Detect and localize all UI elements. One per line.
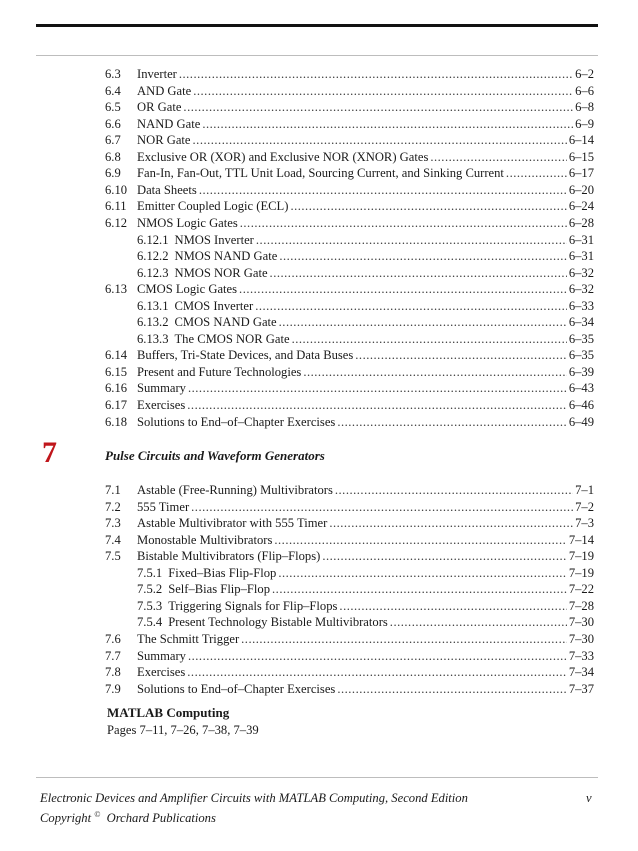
toc-entry-number: 7.3 bbox=[105, 516, 121, 531]
toc-entry-page: 6–35 bbox=[568, 331, 594, 346]
toc-entry-page: 7–1 bbox=[575, 483, 594, 497]
toc-entry-page: 6–9 bbox=[575, 116, 594, 131]
toc-entry-number: 7.2 bbox=[105, 499, 121, 514]
toc-entry-number: 6.4 bbox=[105, 83, 121, 98]
toc-entry-title: OR Gate bbox=[137, 100, 182, 115]
toc-dot-leader bbox=[187, 397, 567, 413]
toc-dot-leader bbox=[240, 215, 567, 231]
toc-entry-number: 6.13.1 bbox=[137, 298, 169, 313]
toc-entry[interactable] bbox=[105, 397, 594, 413]
footer-copyright bbox=[40, 810, 216, 826]
toc-entry[interactable] bbox=[137, 298, 594, 314]
toc-entry-title: AND Gate bbox=[137, 83, 192, 98]
toc-entry-number: 7.5.4 bbox=[137, 615, 163, 630]
toc-entry-page: 7–14 bbox=[568, 532, 594, 547]
toc-entry-number: 6.11 bbox=[105, 199, 127, 214]
toc-entry-title: NOR Gate bbox=[137, 133, 191, 148]
toc-dot-leader bbox=[179, 66, 573, 82]
toc-entry-page: 6–35 bbox=[568, 348, 594, 363]
toc-dot-leader bbox=[202, 116, 573, 132]
toc-dot-leader bbox=[335, 482, 573, 498]
toc-entry[interactable] bbox=[137, 314, 594, 330]
toc-dot-leader bbox=[506, 165, 567, 181]
toc-entry-page: 7–22 bbox=[568, 582, 594, 597]
toc-entry[interactable] bbox=[105, 66, 594, 82]
toc-entry-title: Bistable Multivibrators (Flip–Flops) bbox=[137, 549, 321, 564]
toc-entry[interactable] bbox=[105, 132, 594, 148]
copyright-label: Copyright bbox=[40, 811, 92, 825]
toc-entry-number: 6.17 bbox=[105, 398, 128, 412]
toc-entry-number: 6.5 bbox=[105, 100, 121, 115]
toc-entry-number: 7.5.3 bbox=[137, 598, 163, 613]
header-rule-thick bbox=[36, 24, 598, 27]
toc-entry[interactable] bbox=[105, 532, 594, 548]
toc-entry[interactable] bbox=[105, 364, 594, 380]
toc-dot-leader bbox=[188, 380, 567, 396]
toc-entry-number: 6.7 bbox=[105, 133, 121, 148]
toc-dot-leader bbox=[272, 581, 567, 597]
toc-entry[interactable] bbox=[137, 248, 594, 264]
toc-entry[interactable] bbox=[137, 265, 594, 281]
toc-entry-number: 6.12.1 bbox=[137, 232, 169, 247]
toc-entry-number: 6.8 bbox=[105, 149, 121, 164]
toc-entry-title: Inverter bbox=[137, 67, 177, 81]
footer-book-title: Electronic Devices and Amplifier Circuits with MATLAB Computing, Second Edition bbox=[40, 791, 468, 805]
toc-entry[interactable] bbox=[105, 99, 594, 115]
toc-dot-leader bbox=[255, 298, 567, 314]
toc-entry-number: 6.16 bbox=[105, 381, 128, 396]
toc-entry-page: 6–39 bbox=[568, 364, 594, 379]
toc-entry-page: 6–24 bbox=[568, 199, 594, 214]
toc-entry-title: Fan-In, Fan-Out, TTL Unit Load, Sourcing Current, and Sinking Current bbox=[137, 166, 504, 181]
matlab-heading: MATLAB Computing bbox=[107, 705, 230, 720]
toc-entry-title: Solutions to End–of–Chapter Exercises bbox=[137, 681, 336, 696]
toc-entry[interactable] bbox=[105, 482, 594, 498]
header-rule-thin bbox=[36, 55, 598, 56]
toc-entry[interactable] bbox=[105, 681, 594, 697]
toc-entry-page: 6–8 bbox=[575, 100, 594, 115]
toc-entry-number: 7.1 bbox=[105, 483, 121, 497]
chapter-title: Pulse Circuits and Waveform Generators bbox=[105, 448, 325, 463]
toc-entry-page: 7–19 bbox=[568, 549, 594, 564]
toc-entry-title: Present Technology Bistable Multivibrators bbox=[168, 615, 388, 630]
toc-entry-title: CMOS Logic Gates bbox=[137, 282, 238, 297]
toc-dot-leader bbox=[193, 132, 567, 148]
toc-entry[interactable] bbox=[105, 215, 594, 231]
publisher-name: Orchard Publications bbox=[106, 811, 216, 825]
toc-entry-title: Solutions to End–of–Chapter Exercises bbox=[137, 414, 336, 429]
toc-entry-page: 6–2 bbox=[575, 67, 594, 81]
toc-entry[interactable] bbox=[105, 380, 594, 396]
toc-entry-page: 6–15 bbox=[568, 149, 594, 164]
toc-dot-leader bbox=[292, 331, 567, 347]
toc-dot-leader bbox=[241, 631, 567, 647]
toc-dot-leader bbox=[290, 198, 566, 214]
toc-entry-title: Data Sheets bbox=[137, 182, 197, 197]
toc-entry[interactable] bbox=[137, 581, 594, 597]
toc-entry-number: 6.3 bbox=[105, 67, 121, 81]
toc-entry-page: 7–30 bbox=[568, 615, 594, 630]
toc-entry-title: The Schmitt Trigger bbox=[137, 631, 240, 646]
toc-entry-page: 7–19 bbox=[568, 565, 594, 580]
toc-entry-page: 7–28 bbox=[568, 598, 594, 613]
toc-entry-number: 7.9 bbox=[105, 681, 121, 696]
toc-dot-leader bbox=[339, 598, 566, 614]
toc-entry[interactable] bbox=[105, 515, 594, 531]
toc-entry-page: 6–32 bbox=[568, 282, 594, 297]
toc-entry-number: 6.9 bbox=[105, 166, 121, 181]
toc-entry[interactable] bbox=[105, 548, 594, 564]
toc-entry-page: 6–33 bbox=[568, 298, 594, 313]
chapter-number: 7 bbox=[42, 436, 57, 469]
toc-dot-leader bbox=[183, 99, 573, 115]
toc-entry-title: CMOS Inverter bbox=[174, 298, 254, 313]
toc-entry-number: 7.8 bbox=[105, 665, 121, 680]
toc-entry[interactable] bbox=[105, 664, 594, 680]
toc-dot-leader bbox=[199, 182, 567, 198]
toc-entry-title: Exercises bbox=[137, 665, 186, 680]
toc-entry-page: 6–49 bbox=[568, 414, 594, 429]
toc-entry-title: 555 Timer bbox=[137, 499, 190, 514]
toc-entry-number: 6.13.3 bbox=[137, 331, 169, 346]
footer-page-number: v bbox=[586, 791, 592, 805]
toc-entry-title: Astable Multivibrator with 555 Timer bbox=[137, 516, 328, 531]
toc-entry-title: Summary bbox=[137, 648, 186, 663]
toc-entry-number: 6.12.3 bbox=[137, 265, 169, 280]
toc-dot-leader bbox=[279, 248, 566, 264]
toc-entry-number: 6.12 bbox=[105, 215, 128, 230]
toc-dot-leader bbox=[337, 681, 566, 697]
toc-entry-title: Emitter Coupled Logic (ECL) bbox=[137, 199, 289, 214]
toc-entry[interactable] bbox=[105, 499, 594, 515]
toc-entry-number: 6.18 bbox=[105, 414, 128, 429]
toc-entry-page: 6–32 bbox=[568, 265, 594, 280]
toc-entry-number: 7.5 bbox=[105, 549, 121, 564]
toc-entry-number: 7.5.1 bbox=[137, 565, 163, 580]
toc-entry-title: CMOS NAND Gate bbox=[174, 315, 277, 330]
toc-dot-leader bbox=[191, 499, 573, 515]
toc-entry[interactable] bbox=[105, 182, 594, 198]
toc-entry-number: 7.5.2 bbox=[137, 582, 163, 597]
toc-entry-title: Astable (Free-Running) Multivibrators bbox=[137, 483, 333, 497]
toc-dot-leader bbox=[303, 364, 566, 380]
toc-entry-number: 7.4 bbox=[105, 532, 121, 547]
toc-entry-page: 7–34 bbox=[568, 665, 594, 680]
toc-entry-number: 6.10 bbox=[105, 182, 128, 197]
toc-dot-leader bbox=[187, 664, 567, 680]
toc-entry[interactable] bbox=[105, 347, 594, 363]
toc-entry[interactable] bbox=[105, 149, 594, 165]
toc-entry-number: 7.6 bbox=[105, 631, 121, 646]
toc-entry-title: Triggering Signals for Flip–Flops bbox=[168, 598, 338, 613]
toc-entry-title: Exclusive OR (XOR) and Exclusive NOR (XNOR) Gates bbox=[137, 149, 429, 164]
toc-entry-page: 6–46 bbox=[568, 398, 594, 412]
toc-dot-leader bbox=[188, 648, 567, 664]
toc-entry-title: Buffers, Tri-State Devices, and Data Buses bbox=[137, 348, 354, 363]
toc-entry-number: 6.13 bbox=[105, 282, 128, 297]
matlab-pages: Pages 7–11, 7–26, 7–38, 7–39 bbox=[107, 723, 259, 737]
toc-entry[interactable] bbox=[105, 83, 594, 99]
toc-dot-leader bbox=[274, 532, 566, 548]
toc-dot-leader bbox=[355, 347, 567, 363]
toc-entry[interactable] bbox=[105, 198, 594, 214]
toc-dot-leader bbox=[256, 232, 567, 248]
toc-entry[interactable] bbox=[137, 598, 594, 614]
toc-dot-leader bbox=[270, 265, 567, 281]
toc-entry[interactable] bbox=[137, 565, 594, 581]
toc-dot-leader bbox=[390, 614, 567, 630]
toc-entry[interactable] bbox=[105, 648, 594, 664]
toc-entry-number: 6.6 bbox=[105, 116, 121, 131]
toc-entry[interactable] bbox=[105, 116, 594, 132]
toc-entry-title: NAND Gate bbox=[137, 116, 201, 131]
toc-entry-title: NMOS NAND Gate bbox=[174, 249, 278, 264]
toc-entry-page: 7–2 bbox=[575, 499, 594, 514]
toc-entry-page: 6–6 bbox=[575, 83, 594, 98]
toc-entry-page: 6–14 bbox=[568, 133, 594, 148]
footer-rule bbox=[36, 777, 598, 778]
toc-entry-number: 6.13.2 bbox=[137, 315, 169, 330]
toc-dot-leader bbox=[279, 314, 567, 330]
toc-entry[interactable] bbox=[137, 614, 594, 630]
toc-dot-leader bbox=[329, 515, 573, 531]
toc-entry-title: NMOS NOR Gate bbox=[174, 265, 268, 280]
toc-dot-leader bbox=[322, 548, 567, 564]
toc-entry-title: Self–Bias Flip–Flop bbox=[168, 582, 271, 597]
toc-dot-leader bbox=[193, 83, 573, 99]
toc-entry-title: The CMOS NOR Gate bbox=[174, 331, 290, 346]
toc-entry-title: Summary bbox=[137, 381, 186, 396]
toc-entry[interactable] bbox=[105, 165, 594, 181]
toc-entry-title: Monostable Multivibrators bbox=[137, 532, 273, 547]
toc-entry[interactable] bbox=[105, 414, 594, 430]
toc-dot-leader bbox=[278, 565, 567, 581]
toc-entry-page: 7–30 bbox=[568, 631, 594, 646]
toc-entry-page: 6–20 bbox=[568, 182, 594, 197]
toc-entry-page: 6–43 bbox=[568, 381, 594, 396]
toc-entry-page: 7–37 bbox=[568, 681, 594, 696]
toc-dot-leader bbox=[430, 149, 566, 165]
toc-entry-title: Fixed–Bias Flip-Flop bbox=[168, 565, 277, 580]
toc-entry-title: Exercises bbox=[137, 398, 186, 412]
toc-entry-page: 7–3 bbox=[575, 516, 594, 531]
copyright-symbol: © bbox=[94, 809, 101, 819]
toc-entry-page: 6–28 bbox=[568, 215, 594, 230]
toc-entry-page: 6–34 bbox=[568, 315, 594, 330]
toc-entry[interactable] bbox=[105, 631, 594, 647]
toc-dot-leader bbox=[337, 414, 566, 430]
toc-dot-leader bbox=[239, 281, 567, 297]
toc-entry-number: 6.12.2 bbox=[137, 249, 169, 264]
toc-entry-number: 7.7 bbox=[105, 648, 121, 663]
toc-entry[interactable] bbox=[105, 281, 594, 297]
toc-entry[interactable] bbox=[137, 331, 594, 347]
toc-entry-title: NMOS Inverter bbox=[174, 232, 254, 247]
toc-entry-number: 6.15 bbox=[105, 364, 128, 379]
toc-entry-title: Present and Future Technologies bbox=[137, 364, 302, 379]
toc-entry-page: 7–33 bbox=[568, 648, 594, 663]
toc-entry-page: 6–17 bbox=[568, 166, 594, 181]
toc-entry[interactable] bbox=[137, 232, 594, 248]
toc-entry-number: 6.14 bbox=[105, 348, 128, 363]
toc-entry-title: NMOS Logic Gates bbox=[137, 215, 238, 230]
toc-entry-page: 6–31 bbox=[568, 232, 594, 247]
toc-entry-page: 6–31 bbox=[568, 249, 594, 264]
